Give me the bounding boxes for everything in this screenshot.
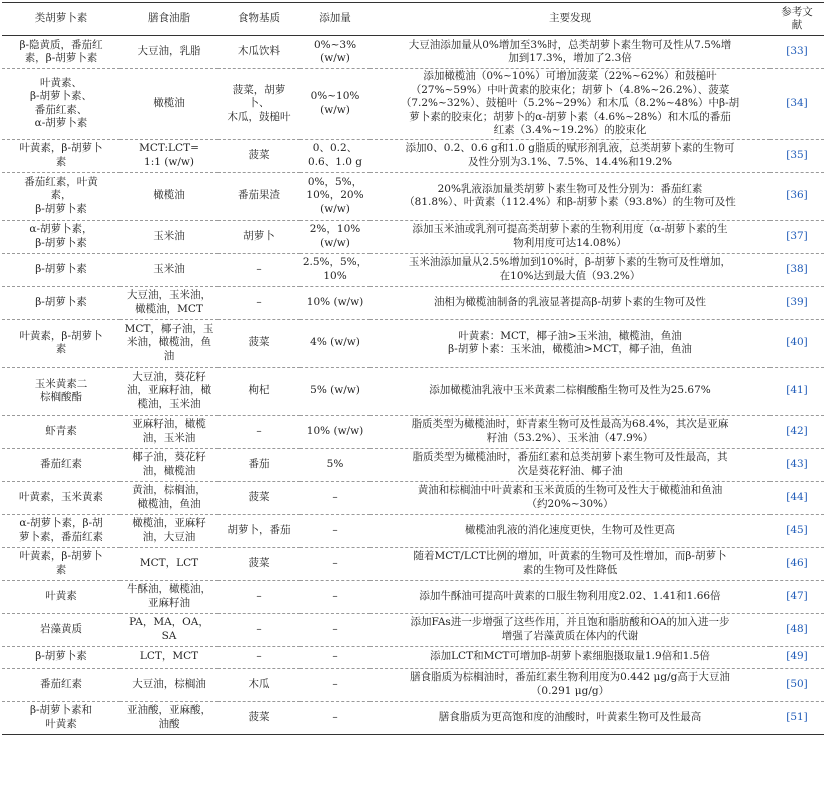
cell-reference[interactable]: [38] bbox=[770, 253, 824, 286]
cell-matrix: 番茄果渣 bbox=[218, 172, 300, 220]
table-row bbox=[2, 172, 824, 220]
cell-carotenoid: β-胡萝卜素 bbox=[2, 646, 120, 668]
cell-finding: 膳食脂质为更高饱和度的油酸时，叶黄素生物可及性最高 bbox=[370, 701, 770, 734]
cell-lipid: 橄榄油 bbox=[120, 69, 218, 140]
cell-matrix: 胡萝卜，番茄 bbox=[218, 514, 300, 547]
cell-finding: 20%乳液添加量类胡萝卜素生物可及性分别为：番茄红素 （81.8%）、叶黄素（112.4%）和β-胡萝卜素（93.8%）的生物可及性 bbox=[370, 172, 770, 220]
table-row bbox=[2, 668, 824, 701]
cell-finding: 添加玉米油或乳剂可提高类胡萝卜素的生物利用度（α-胡萝卜素的生 物利用度可达14.08%） bbox=[370, 220, 770, 253]
cell-lipid: 玉米油 bbox=[120, 253, 218, 286]
cell-lipid: 亚麻籽油，橄榄 油，玉米油 bbox=[120, 415, 218, 448]
cell-matrix: – bbox=[218, 580, 300, 613]
cell-lipid: 大豆油，葵花籽 油，亚麻籽油，橄 榄油，玉米油 bbox=[120, 367, 218, 415]
cell-lipid: 大豆油，玉米油， 橄榄油，MCT bbox=[120, 286, 218, 319]
cell-reference[interactable]: [42] bbox=[770, 415, 824, 448]
cell-finding: 添加0、0.2、0.6 g和1.0 g脂质的赋形剂乳液，总类胡萝卜素的生物可 及性分别为3.1%、7.5%、14.4%和19.2% bbox=[370, 139, 770, 172]
cell-amount: – bbox=[300, 547, 370, 580]
cell-amount: – bbox=[300, 580, 370, 613]
header-carotenoid: 类胡萝卜素 bbox=[2, 3, 120, 36]
table-row bbox=[2, 547, 824, 580]
cell-matrix: – bbox=[218, 415, 300, 448]
cell-carotenoid: α-胡萝卜素， β-胡萝卜素 bbox=[2, 220, 120, 253]
cell-carotenoid: β-胡萝卜素 bbox=[2, 286, 120, 319]
cell-carotenoid: 叶黄素，β-胡萝卜 素 bbox=[2, 319, 120, 367]
header-lipid: 膳食油脂 bbox=[120, 3, 218, 36]
cell-amount: – bbox=[300, 613, 370, 646]
cell-lipid: 玉米油 bbox=[120, 220, 218, 253]
cell-amount: 2%，10% (w/w) bbox=[300, 220, 370, 253]
cell-amount: 10% (w/w) bbox=[300, 286, 370, 319]
cell-amount: 5% (w/w) bbox=[300, 367, 370, 415]
cell-finding: 玉米油添加量从2.5%增加到10%时，β-胡萝卜素的生物可及性增加， 在10%达到最大值（93.2%） bbox=[370, 253, 770, 286]
cell-finding: 黄油和棕榈油中叶黄素和玉米黄质的生物可及性大于橄榄油和鱼油 （约20%~30%） bbox=[370, 481, 770, 514]
cell-amount: 0%~3% (w/w) bbox=[300, 36, 370, 69]
cell-reference[interactable]: [44] bbox=[770, 481, 824, 514]
cell-matrix: 菠菜 bbox=[218, 481, 300, 514]
cell-carotenoid: 番茄红素 bbox=[2, 448, 120, 481]
cell-matrix: 菠菜 bbox=[218, 701, 300, 734]
cell-matrix: 胡萝卜 bbox=[218, 220, 300, 253]
cell-lipid: 牛酥油，橄榄油， 亚麻籽油 bbox=[120, 580, 218, 613]
cell-lipid: 橄榄油 bbox=[120, 172, 218, 220]
cell-reference[interactable]: [51] bbox=[770, 701, 824, 734]
cell-reference[interactable]: [48] bbox=[770, 613, 824, 646]
cell-amount: 10% (w/w) bbox=[300, 415, 370, 448]
table-row bbox=[2, 139, 824, 172]
cell-finding: 脂质类型为橄榄油时，虾青素生物可及性最高为68.4%，其次是亚麻 籽油（53.2%）、玉米油（47.9%） bbox=[370, 415, 770, 448]
table-row bbox=[2, 286, 824, 319]
cell-lipid: 椰子油，葵花籽 油，橄榄油 bbox=[120, 448, 218, 481]
cell-carotenoid: β-隐黄质，番茄红 素，β-胡萝卜素 bbox=[2, 36, 120, 69]
cell-amount: 0%~10% (w/w) bbox=[300, 69, 370, 140]
cell-reference[interactable]: [34] bbox=[770, 69, 824, 140]
table-row bbox=[2, 646, 824, 668]
cell-amount: – bbox=[300, 668, 370, 701]
cell-matrix: – bbox=[218, 646, 300, 668]
table-row bbox=[2, 253, 824, 286]
cell-matrix: – bbox=[218, 253, 300, 286]
cell-carotenoid: 叶黄素 bbox=[2, 580, 120, 613]
cell-reference[interactable]: [37] bbox=[770, 220, 824, 253]
cell-matrix: 木瓜饮料 bbox=[218, 36, 300, 69]
table-header-row bbox=[2, 3, 824, 36]
cell-carotenoid: α-胡萝卜素，β-胡 萝卜素，番茄红素 bbox=[2, 514, 120, 547]
cell-reference[interactable]: [46] bbox=[770, 547, 824, 580]
cell-carotenoid: β-胡萝卜素和 叶黄素 bbox=[2, 701, 120, 734]
cell-matrix: 木瓜 bbox=[218, 668, 300, 701]
cell-amount: – bbox=[300, 481, 370, 514]
table-row bbox=[2, 367, 824, 415]
cell-carotenoid: 番茄红素 bbox=[2, 668, 120, 701]
cell-carotenoid: 番茄红素，叶黄 素， β-胡萝卜素 bbox=[2, 172, 120, 220]
cell-reference[interactable]: [49] bbox=[770, 646, 824, 668]
cell-amount: 0、0.2、 0.6、1.0 g bbox=[300, 139, 370, 172]
cell-lipid: MCT，椰子油，玉 米油，橄榄油，鱼 油 bbox=[120, 319, 218, 367]
cell-reference[interactable]: [45] bbox=[770, 514, 824, 547]
cell-reference[interactable]: [47] bbox=[770, 580, 824, 613]
cell-carotenoid: 虾青素 bbox=[2, 415, 120, 448]
cell-finding: 添加橄榄油（0%~10%）可增加菠菜（22%~62%）和鼓槌叶 （27%~59%）中叶黄素的胶束化；胡萝卜（4.8%~26.2%）、菠菜 （7.2%~32%）、鼓槌叶（5.2%~29%）和木瓜（8.2%~48%）中β-胡 萝卜素的胶束化；胡萝卜的α-胡萝卜素（4.6%~28%）和木瓜的番茄 红素（3.4%~19.2%）的胶束化 bbox=[370, 69, 770, 140]
cell-reference[interactable]: [41] bbox=[770, 367, 824, 415]
cell-finding: 大豆油添加量从0%增加至3%时，总类胡萝卜素生物可及性从7.5%增 加到17.3%，增加了2.3倍 bbox=[370, 36, 770, 69]
cell-reference[interactable]: [50] bbox=[770, 668, 824, 701]
cell-finding: 橄榄油乳液的消化速度更快，生物可及性更高 bbox=[370, 514, 770, 547]
cell-amount: 5% bbox=[300, 448, 370, 481]
cell-lipid: 大豆油，棕榈油 bbox=[120, 668, 218, 701]
cell-matrix: 菠菜 bbox=[218, 547, 300, 580]
cell-carotenoid: 叶黄素，β-胡萝卜 素 bbox=[2, 547, 120, 580]
cell-carotenoid: 叶黄素，玉米黄素 bbox=[2, 481, 120, 514]
header-amount: 添加量 bbox=[300, 3, 370, 36]
table-row bbox=[2, 69, 824, 140]
cell-reference[interactable]: [36] bbox=[770, 172, 824, 220]
cell-finding: 添加橄榄油乳液中玉米黄素二棕榈酸酯生物可及性为25.67% bbox=[370, 367, 770, 415]
header-ref: 参考文 献 bbox=[770, 3, 824, 36]
cell-matrix: – bbox=[218, 286, 300, 319]
cell-lipid: LCT，MCT bbox=[120, 646, 218, 668]
cell-lipid: 黄油，棕榈油， 橄榄油，鱼油 bbox=[120, 481, 218, 514]
cell-amount: – bbox=[300, 514, 370, 547]
cell-finding: 添加牛酥油可提高叶黄素的口服生物利用度2.02、1.41和1.66倍 bbox=[370, 580, 770, 613]
header-matrix: 食物基质 bbox=[218, 3, 300, 36]
table-row bbox=[2, 36, 824, 69]
cell-lipid: PA，MA，OA，SA bbox=[120, 613, 218, 646]
cell-carotenoid: β-胡萝卜素 bbox=[2, 253, 120, 286]
cell-carotenoid: 叶黄素，β-胡萝卜 素 bbox=[2, 139, 120, 172]
cell-amount: – bbox=[300, 646, 370, 668]
cell-finding: 添加FAs进一步增强了这些作用，并且饱和脂肪酸和OA的加入进一步 增强了岩藻黄质在体内的代谢 bbox=[370, 613, 770, 646]
cell-carotenoid: 玉米黄素二 棕榈酸酯 bbox=[2, 367, 120, 415]
table-row bbox=[2, 448, 824, 481]
cell-matrix: 番茄 bbox=[218, 448, 300, 481]
table-row bbox=[2, 613, 824, 646]
cell-carotenoid: 岩藻黄质 bbox=[2, 613, 120, 646]
cell-finding: 叶黄素：MCT，椰子油>玉米油，橄榄油，鱼油 β-胡萝卜素：玉米油，橄榄油>MCT，椰子油，鱼油 bbox=[370, 319, 770, 367]
cell-lipid: MCT，LCT bbox=[120, 547, 218, 580]
table-body bbox=[2, 36, 824, 735]
cell-carotenoid: 叶黄素、 β-胡萝卜素、 番茄红素、 α-胡萝卜素 bbox=[2, 69, 120, 140]
table-row bbox=[2, 514, 824, 547]
cell-finding: 随着MCT/LCT比例的增加，叶黄素的生物可及性增加，而β-胡萝卜 素的生物可及性降低 bbox=[370, 547, 770, 580]
cell-matrix: – bbox=[218, 613, 300, 646]
cell-amount: 2.5%，5%， 10% bbox=[300, 253, 370, 286]
cell-lipid: 亚油酸，亚麻酸， 油酸 bbox=[120, 701, 218, 734]
cell-matrix: 菠菜 bbox=[218, 319, 300, 367]
cell-amount: 0%，5%， 10%，20% (w/w) bbox=[300, 172, 370, 220]
cell-amount: – bbox=[300, 701, 370, 734]
carotenoid-lipid-table bbox=[2, 2, 824, 735]
table-row bbox=[2, 481, 824, 514]
table-row bbox=[2, 415, 824, 448]
table-row bbox=[2, 580, 824, 613]
cell-finding: 油相为橄榄油制备的乳液显著提高β-胡萝卜素的生物可及性 bbox=[370, 286, 770, 319]
cell-matrix: 菠菜，胡萝 卜、 木瓜，鼓槌叶 bbox=[218, 69, 300, 140]
cell-finding: 添加LCT和MCT可增加β-胡萝卜素细胞摄取量1.9倍和1.5倍 bbox=[370, 646, 770, 668]
cell-lipid: 大豆油，乳脂 bbox=[120, 36, 218, 69]
cell-reference[interactable]: [40] bbox=[770, 319, 824, 367]
cell-matrix: 枸杞 bbox=[218, 367, 300, 415]
cell-finding: 膳食脂质为棕榈油时，番茄红素生物利用度为0.442 μg/g高于大豆油 （0.291 μg/g） bbox=[370, 668, 770, 701]
cell-reference[interactable]: [35] bbox=[770, 139, 824, 172]
cell-finding: 脂质类型为橄榄油时，番茄红素和总类胡萝卜素生物可及性最高，其 次是葵花籽油、椰子油 bbox=[370, 448, 770, 481]
cell-reference[interactable]: [43] bbox=[770, 448, 824, 481]
cell-reference[interactable]: [33] bbox=[770, 36, 824, 69]
cell-amount: 4% (w/w) bbox=[300, 319, 370, 367]
cell-reference[interactable]: [39] bbox=[770, 286, 824, 319]
table-row bbox=[2, 220, 824, 253]
cell-lipid: 橄榄油，亚麻籽 油，大豆油 bbox=[120, 514, 218, 547]
cell-matrix: 菠菜 bbox=[218, 139, 300, 172]
header-finding: 主要发现 bbox=[370, 3, 770, 36]
cell-lipid: MCT:LCT= 1:1 (w/w) bbox=[120, 139, 218, 172]
table-row bbox=[2, 701, 824, 734]
table-row bbox=[2, 319, 824, 367]
